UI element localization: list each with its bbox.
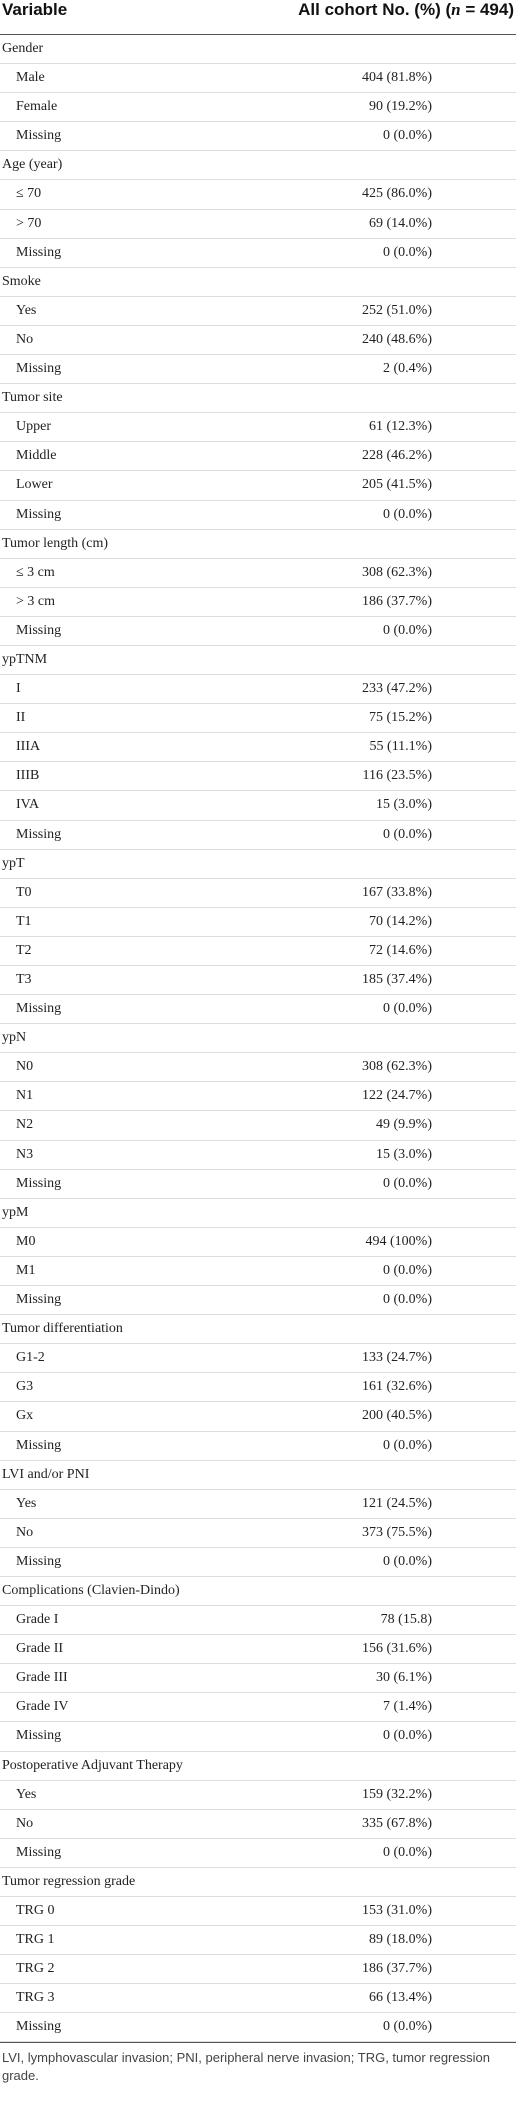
row-label: IIIA <box>16 739 41 755</box>
group-label: Tumor differentiation <box>2 1321 123 1337</box>
row-value: 240 (48.6%) <box>362 331 432 347</box>
row-label: No <box>16 1815 34 1831</box>
row-label: Middle <box>16 448 57 464</box>
row-value: 494 (100%) <box>365 1233 432 1249</box>
table-row <box>0 1781 516 1810</box>
table-row <box>0 1984 516 2013</box>
table-group-row <box>0 384 516 413</box>
table-header <box>0 0 516 35</box>
row-value: 252 (51.0%) <box>362 302 432 318</box>
row-label: Missing <box>16 361 62 377</box>
row-label: Missing <box>16 622 62 638</box>
row-label: N3 <box>16 1146 34 1162</box>
row-label: TRG 2 <box>16 1961 55 1977</box>
row-label: Female <box>16 99 58 115</box>
table-row <box>0 210 516 239</box>
variable-column-header: Variable <box>2 0 68 19</box>
table-row <box>0 937 516 966</box>
cohort-header-prefix: All cohort No. (%) ( <box>298 0 452 19</box>
group-label: ypM <box>2 1204 29 1220</box>
row-value: 69 (14.0%) <box>369 215 432 231</box>
row-label: Male <box>16 70 45 86</box>
row-label: T3 <box>16 972 32 987</box>
row-value: 228 (46.2%) <box>362 448 432 464</box>
row-value: 0 (0.0%) <box>383 1001 432 1017</box>
table-row <box>0 2013 516 2042</box>
table-row <box>0 879 516 908</box>
row-value: 72 (14.6%) <box>369 942 432 958</box>
table-row <box>0 180 516 209</box>
table-group-row <box>0 1024 516 1053</box>
table-row <box>0 1053 516 1082</box>
group-label: Complications (Clavien-Dindo) <box>2 1582 180 1598</box>
table-row <box>0 1635 516 1664</box>
row-label: TRG 1 <box>16 1932 55 1948</box>
row-label: T1 <box>16 913 32 929</box>
row-label: > 3 cm <box>16 593 55 609</box>
table-group-row <box>0 1199 516 1228</box>
table-row <box>0 326 516 355</box>
table-row <box>0 1897 516 1926</box>
group-label: Tumor regression grade <box>2 1873 136 1889</box>
table-row <box>0 675 516 704</box>
row-value: 0 (0.0%) <box>383 1728 432 1744</box>
table-row <box>0 501 516 530</box>
table-row <box>0 995 516 1024</box>
row-value: 404 (81.8%) <box>362 70 432 86</box>
table-row <box>0 1548 516 1577</box>
row-value: 2 (0.4%) <box>383 361 432 377</box>
row-value: 373 (75.5%) <box>362 1524 432 1540</box>
row-value: 0 (0.0%) <box>383 506 432 522</box>
row-value: 0 (0.0%) <box>383 1262 432 1278</box>
row-value: 90 (19.2%) <box>369 99 432 115</box>
table-body <box>0 35 516 2042</box>
row-label: Yes <box>16 1495 37 1511</box>
row-value: 61 (12.3%) <box>369 419 432 435</box>
table-row <box>0 1257 516 1286</box>
table-group-row <box>0 1577 516 1606</box>
table-group-row <box>0 151 516 180</box>
table-row <box>0 355 516 384</box>
row-label: Grade I <box>16 1612 59 1628</box>
table-group-row <box>0 35 516 64</box>
row-value: 159 (32.2%) <box>362 1786 432 1802</box>
row-value: 186 (37.7%) <box>362 1961 432 1977</box>
row-value: 308 (62.3%) <box>362 1059 432 1075</box>
group-label: Tumor length (cm) <box>2 535 109 551</box>
row-value: 153 (31.0%) <box>362 1903 432 1918</box>
table-row <box>0 791 516 820</box>
table-footnote: LVI, lymphovascular invasion; PNI, peripheral nerve invasion; TRG, tumor regression grade. <box>2 2050 490 2084</box>
table-row <box>0 1693 516 1722</box>
group-label: Smoke <box>2 273 41 289</box>
table-row <box>0 93 516 122</box>
table-row <box>0 1432 516 1461</box>
row-value: 425 (86.0%) <box>362 186 432 202</box>
row-label: Missing <box>16 2019 62 2035</box>
table-row <box>0 1111 516 1140</box>
row-value: 89 (18.0%) <box>369 1932 432 1948</box>
row-value: 308 (62.3%) <box>362 564 432 580</box>
row-label: IIIB <box>16 768 40 784</box>
table-row <box>0 64 516 93</box>
row-value: 15 (3.0%) <box>376 797 432 813</box>
table-row <box>0 239 516 268</box>
row-label: Missing <box>16 128 62 144</box>
group-label: ypT <box>2 855 25 871</box>
row-label: No <box>16 331 34 347</box>
row-label: N1 <box>16 1088 34 1104</box>
row-label: Missing <box>16 1553 62 1569</box>
row-value: 49 (9.9%) <box>376 1117 432 1133</box>
table-row <box>0 1170 516 1199</box>
row-label: No <box>16 1524 34 1540</box>
row-value: 0 (0.0%) <box>383 1553 432 1569</box>
cohort-header-suffix: = 494) <box>460 0 514 19</box>
table-row <box>0 1926 516 1955</box>
row-value: 0 (0.0%) <box>383 244 432 260</box>
group-label: Gender <box>2 41 44 56</box>
row-label: Grade IV <box>16 1699 69 1715</box>
group-label: ypTNM <box>2 651 48 667</box>
row-value: 0 (0.0%) <box>383 622 432 638</box>
table-row <box>0 1810 516 1839</box>
table-row <box>0 1373 516 1402</box>
table-row <box>0 122 516 151</box>
row-label: TRG 3 <box>16 1990 55 2006</box>
row-label: N0 <box>16 1059 34 1075</box>
table-row <box>0 1344 516 1373</box>
row-value: 75 (15.2%) <box>369 710 432 726</box>
row-label: II <box>16 710 26 726</box>
row-value: 133 (24.7%) <box>362 1350 432 1366</box>
row-label: TRG 0 <box>16 1903 55 1918</box>
table-row <box>0 617 516 646</box>
row-value: 70 (14.2%) <box>369 913 432 929</box>
row-value: 156 (31.6%) <box>362 1641 432 1657</box>
row-value: 185 (37.4%) <box>362 972 432 987</box>
table-row <box>0 1082 516 1111</box>
row-value: 200 (40.5%) <box>362 1408 432 1424</box>
table-row <box>0 1519 516 1548</box>
table-row <box>0 1490 516 1519</box>
row-label: Grade II <box>16 1641 64 1657</box>
row-value: 167 (33.8%) <box>362 884 432 900</box>
table-row <box>0 1402 516 1431</box>
row-value: 0 (0.0%) <box>383 1175 432 1191</box>
row-value: 7 (1.4%) <box>383 1699 432 1715</box>
row-value: 0 (0.0%) <box>383 2019 432 2035</box>
table-group-row <box>0 1461 516 1490</box>
row-value: 55 (11.1%) <box>369 739 432 755</box>
table-row <box>0 1955 516 1984</box>
row-label: Missing <box>16 1175 62 1191</box>
row-label: Missing <box>16 1001 62 1017</box>
table-row <box>0 1228 516 1257</box>
table-row <box>0 297 516 326</box>
row-value: 0 (0.0%) <box>383 1292 432 1308</box>
group-label: LVI and/or PNI <box>2 1466 90 1482</box>
row-label: IVA <box>16 797 40 813</box>
row-label: G1-2 <box>16 1350 45 1366</box>
table-row <box>0 1606 516 1635</box>
table-group-row <box>0 646 516 675</box>
table-row <box>0 762 516 791</box>
row-label: Grade III <box>16 1670 68 1686</box>
row-value: 0 (0.0%) <box>383 128 432 144</box>
row-label: M0 <box>16 1233 36 1249</box>
row-label: G3 <box>16 1379 34 1395</box>
row-label: Missing <box>16 1292 62 1308</box>
table-row <box>0 704 516 733</box>
row-value: 0 (0.0%) <box>383 1844 432 1860</box>
row-label: I <box>16 681 21 697</box>
row-label: Upper <box>16 419 51 435</box>
row-label: Missing <box>16 826 62 842</box>
row-label: ≤ 3 cm <box>16 564 55 580</box>
cohort-header-n: n <box>451 0 461 19</box>
row-label: Yes <box>16 1786 37 1802</box>
row-value: 161 (32.6%) <box>362 1379 432 1395</box>
row-value: 30 (6.1%) <box>376 1670 432 1686</box>
row-label: Missing <box>16 1728 62 1744</box>
row-label: M1 <box>16 1262 36 1278</box>
row-label: Missing <box>16 1844 62 1860</box>
table-row <box>0 733 516 762</box>
table-row <box>0 442 516 471</box>
row-value: 15 (3.0%) <box>376 1146 432 1162</box>
table-row <box>0 1141 516 1170</box>
table-row <box>0 908 516 937</box>
group-label: Postoperative Adjuvant Therapy <box>2 1757 183 1773</box>
row-label: T2 <box>16 942 32 958</box>
table-group-row <box>0 850 516 879</box>
group-label: Tumor site <box>2 390 63 406</box>
row-label: Missing <box>16 1437 62 1453</box>
table-row <box>0 821 516 850</box>
row-value: 122 (24.7%) <box>362 1088 432 1104</box>
group-label: Age (year) <box>2 157 63 173</box>
row-label: Missing <box>16 506 62 522</box>
row-label: ≤ 70 <box>16 186 42 202</box>
row-value: 66 (13.4%) <box>369 1990 432 2006</box>
row-value: 121 (24.5%) <box>362 1495 432 1511</box>
row-value: 233 (47.2%) <box>362 681 432 697</box>
row-label: T0 <box>16 884 32 900</box>
row-value: 186 (37.7%) <box>362 593 432 609</box>
table-row <box>0 588 516 617</box>
row-value: 335 (67.8%) <box>362 1815 432 1831</box>
row-value: 116 (23.5%) <box>362 768 432 784</box>
table-group-row <box>0 1868 516 1897</box>
row-value: 0 (0.0%) <box>383 1437 432 1453</box>
table-group-row <box>0 1315 516 1344</box>
row-value: 205 (41.5%) <box>362 477 432 493</box>
row-label: N2 <box>16 1117 34 1133</box>
table-group-row <box>0 530 516 559</box>
table-row <box>0 1722 516 1751</box>
cohort-column-header <box>298 0 514 20</box>
row-value: 0 (0.0%) <box>383 826 432 842</box>
table-row <box>0 1664 516 1693</box>
table-row <box>0 471 516 500</box>
table-row <box>0 1286 516 1315</box>
row-label: Yes <box>16 302 37 318</box>
table-row <box>0 1839 516 1868</box>
row-label: Lower <box>16 477 53 493</box>
group-label: ypN <box>2 1030 27 1046</box>
table-group-row <box>0 268 516 297</box>
row-label: Missing <box>16 244 62 260</box>
table-row <box>0 413 516 442</box>
table-row <box>0 966 516 995</box>
row-value: 78 (15.8) <box>380 1612 432 1628</box>
table-group-row <box>0 1752 516 1781</box>
row-label: Gx <box>16 1408 34 1424</box>
table-row <box>0 559 516 588</box>
row-label: > 70 <box>16 215 42 231</box>
